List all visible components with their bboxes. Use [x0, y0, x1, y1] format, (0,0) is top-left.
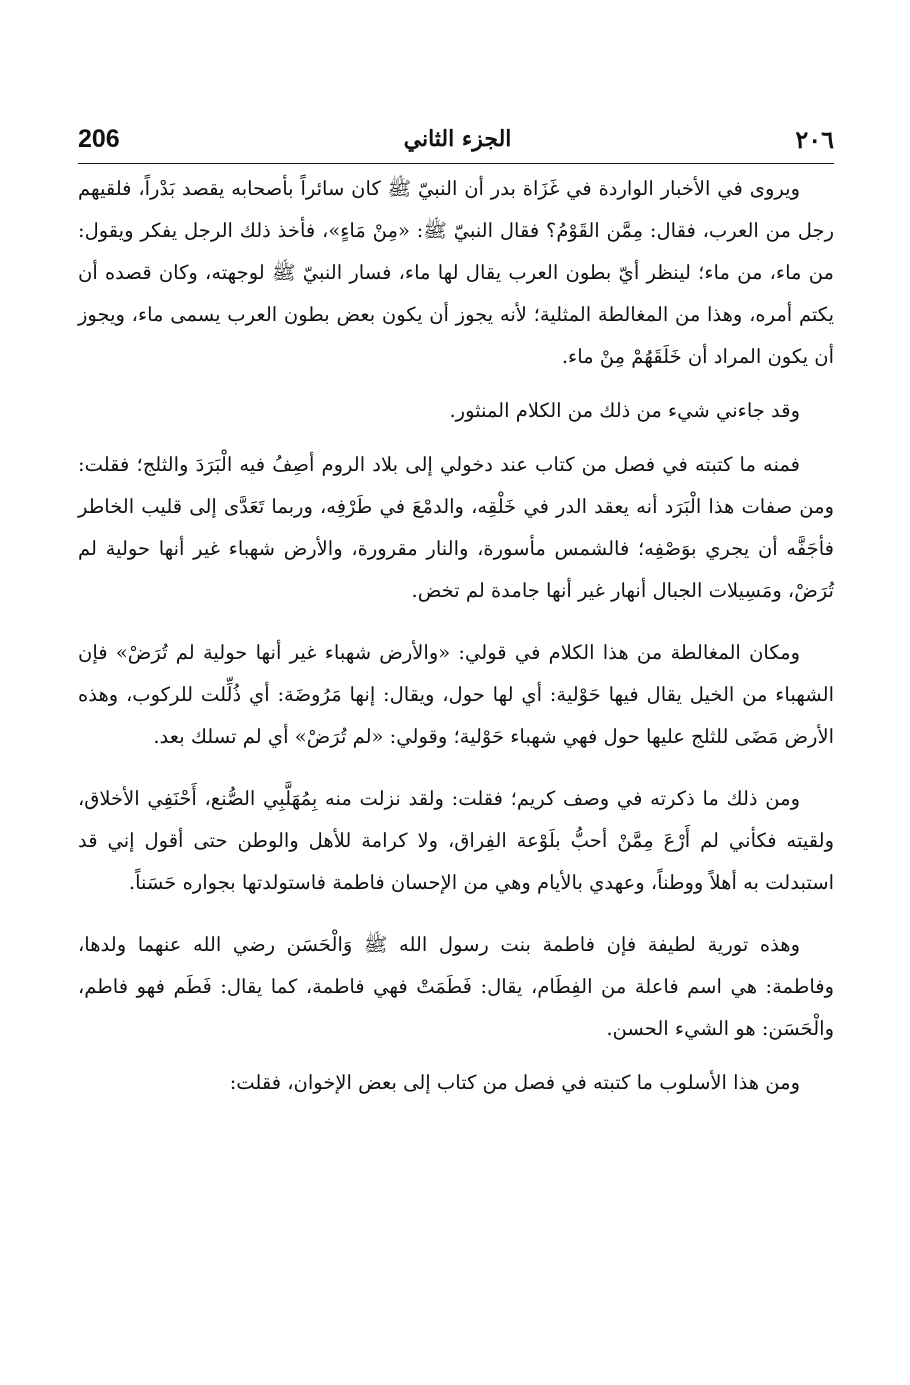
paragraph-snow-description: فمنه ما كتبته في فصل من كتاب عند دخولي إلى بلاد الروم أصِفُ فيه الْبَرَدَ والثلج؛ فقلت: ومن صفات هذا الْبَرَد أنه يعقد الدر في خَلْقِه، والدمْعَ في طَرْفِه، وربما تَعَدَّى إلى قليب الخاطر فأجَفَّه أن يجري بوَصْفِه؛ فالشمس مأسورة، والنار مقرورة، والأرض شهباء غير أنها حولية لم تُرَضْ، ومَسِيلات الجبال أنهار غير أنها جامدة لم تخض.	[78, 453, 834, 602]
header-rule	[78, 163, 834, 164]
paragraph-letter-intro: ومن هذا الأسلوب ما كتبته في فصل من كتاب إلى بعض الإخوان، فقلت:	[229, 1071, 800, 1094]
page-number-latin: 206	[78, 124, 120, 153]
paragraph-fatima-pun: وهذه تورية لطيفة فإن فاطمة بنت رسول الله ﷺ وَالْحَسَن رضي الله عنهما ولدها، وفاطمة: هي اسم فاعلة من الفِطَام، يقال: فَطَمَتْ فهي فاطمة، كما يقال: فَطَم فهو فاطم، والْحَسَن: هو الشيء الحسن.	[78, 933, 834, 1040]
page-body	[78, 168, 834, 1104]
page-header	[78, 118, 834, 160]
paragraph-prose-intro: وقد جاءني شيء من ذلك من الكلام المنثور.	[449, 399, 800, 422]
paragraph-generous-man: ومن ذلك ما ذكرته في وصف كريم؛ فقلت: ولقد نزلت منه بِمُهَلَّبِي الصُّنع، أَحْنَفِي الأخلاق، ولقيته فكأني لم أَرْعَ مِمَّنْ أحبُّ بلَوْعة الفِراق، ولا كرامة للأهل والوطن حتى أقول إني قد استبدلت به أهلاً ووطناً، وعهدي بالأيام وهي من الإحسان فاطمة فاستولدتها بجواره حَسَناً.	[78, 787, 834, 894]
page-number-arabic: ٢٠٦	[795, 124, 834, 154]
running-title: الجزء الثاني	[403, 126, 512, 152]
paragraph-water-story: ويروى في الأخبار الواردة في غَزَاة بدر أن النبيّ ﷺ كان سائراً بأصحابه يقصد بَدْراً، فلقيهم رجل من العرب، فقال: مِمَّن القَوْمُ؟ فقال النبيّ ﷺ: «مِنْ مَاءٍ»، فأخذ ذلك الرجل يفكر ويقول: من ماء، من ماء؛ لينظر أيّ بطون العرب يقال لها ماء، فسار النبيّ ﷺ لوجهته، وكان قصده أن يكتم أمره، وهذا من المغالطة المثلية؛ لأنه يجوز أن يكون بعض بطون العرب يسمى ماء، ويجوز أن يكون المراد أن خَلَقَهُمْ مِنْ ماء.	[78, 177, 834, 368]
paragraph-fallacy-explanation: ومكان المغالطة من هذا الكلام في قولي: «والأرض شهباء غير أنها حولية لم تُرَضْ» فإن الشهباء من الخيل يقال فيها حَوْلية: أي لها حول، ويقال: إنها مَرُوضَة: أي ذُلِّلت للركوب، وهذه الأرض مَضَى للثلج عليها حول فهي شهباء حَوْلية؛ وقولي: «لم تُرَضْ» أي لم تسلك بعد.	[78, 641, 834, 748]
